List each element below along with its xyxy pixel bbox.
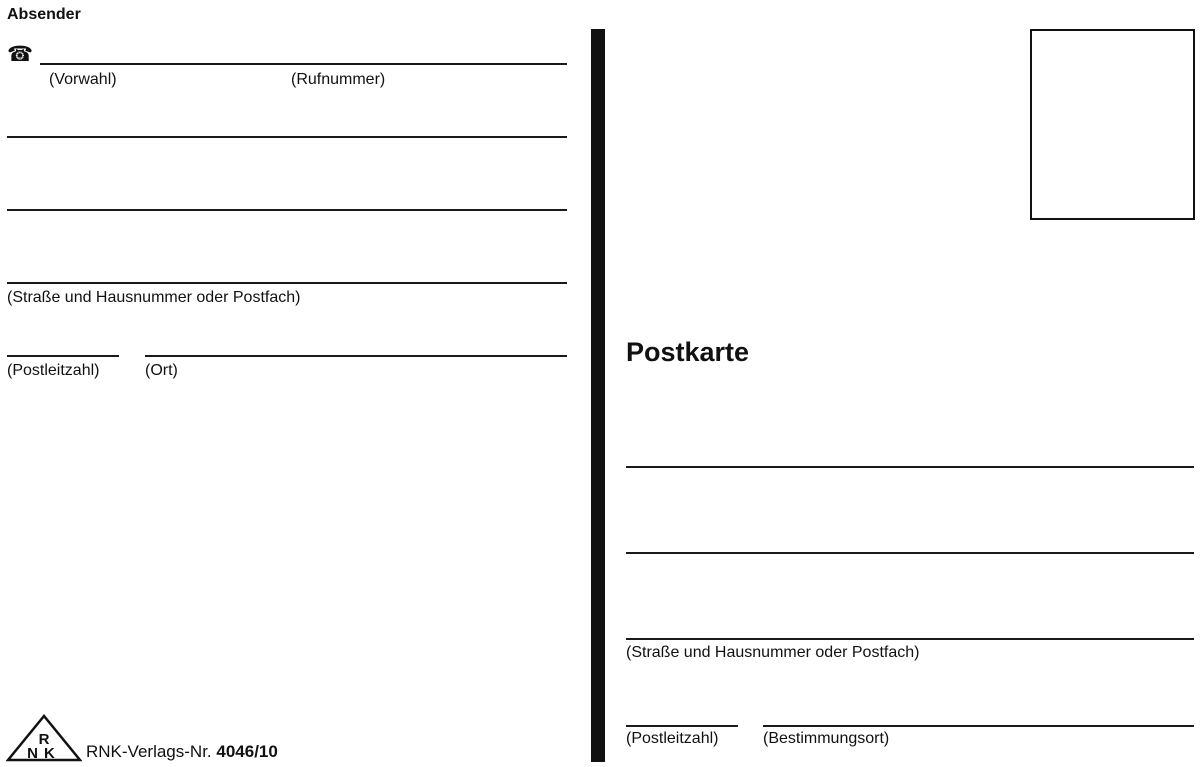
sender-plz-line[interactable] [7,355,119,357]
center-divider [591,29,605,762]
postcard-title: Postkarte [626,337,750,367]
recipient-name-line-2[interactable] [626,552,1194,554]
telephone-icon: ☎ [7,43,34,66]
rufnummer-label: (Rufnummer) [291,71,386,88]
publisher-prefix: RNK-Verlags-Nr. [86,742,212,761]
recipient-plz-label: (Postleitzahl) [626,730,719,747]
recipient-name-line[interactable] [626,466,1194,468]
stamp-box [1030,29,1195,220]
publisher-number-value: 4046/10 [216,742,278,761]
svg-text:NK: NK [27,745,61,762]
publisher-number [86,742,278,762]
sender-name-line[interactable] [7,136,567,138]
sender-street-line[interactable] [7,282,567,284]
rnk-logo [6,714,82,767]
sender-name-line-2[interactable] [7,209,567,211]
recipient-destination-line[interactable] [763,725,1194,727]
sender-plz-label: (Postleitzahl) [7,362,100,379]
sender-street-label: (Straße und Hausnummer oder Postfach) [7,289,301,306]
sender-ort-label: (Ort) [145,362,178,379]
recipient-destination-label: (Bestimmungsort) [763,730,890,747]
phone-number-line[interactable] [40,63,567,65]
recipient-street-line[interactable] [626,638,1194,640]
svg-text:R: R [38,731,50,748]
sender-ort-line[interactable] [145,355,567,357]
recipient-street-label: (Straße und Hausnummer oder Postfach) [626,644,920,661]
recipient-plz-line[interactable] [626,725,738,727]
sender-heading: Absender [7,6,81,23]
vorwahl-label: (Vorwahl) [49,71,117,88]
